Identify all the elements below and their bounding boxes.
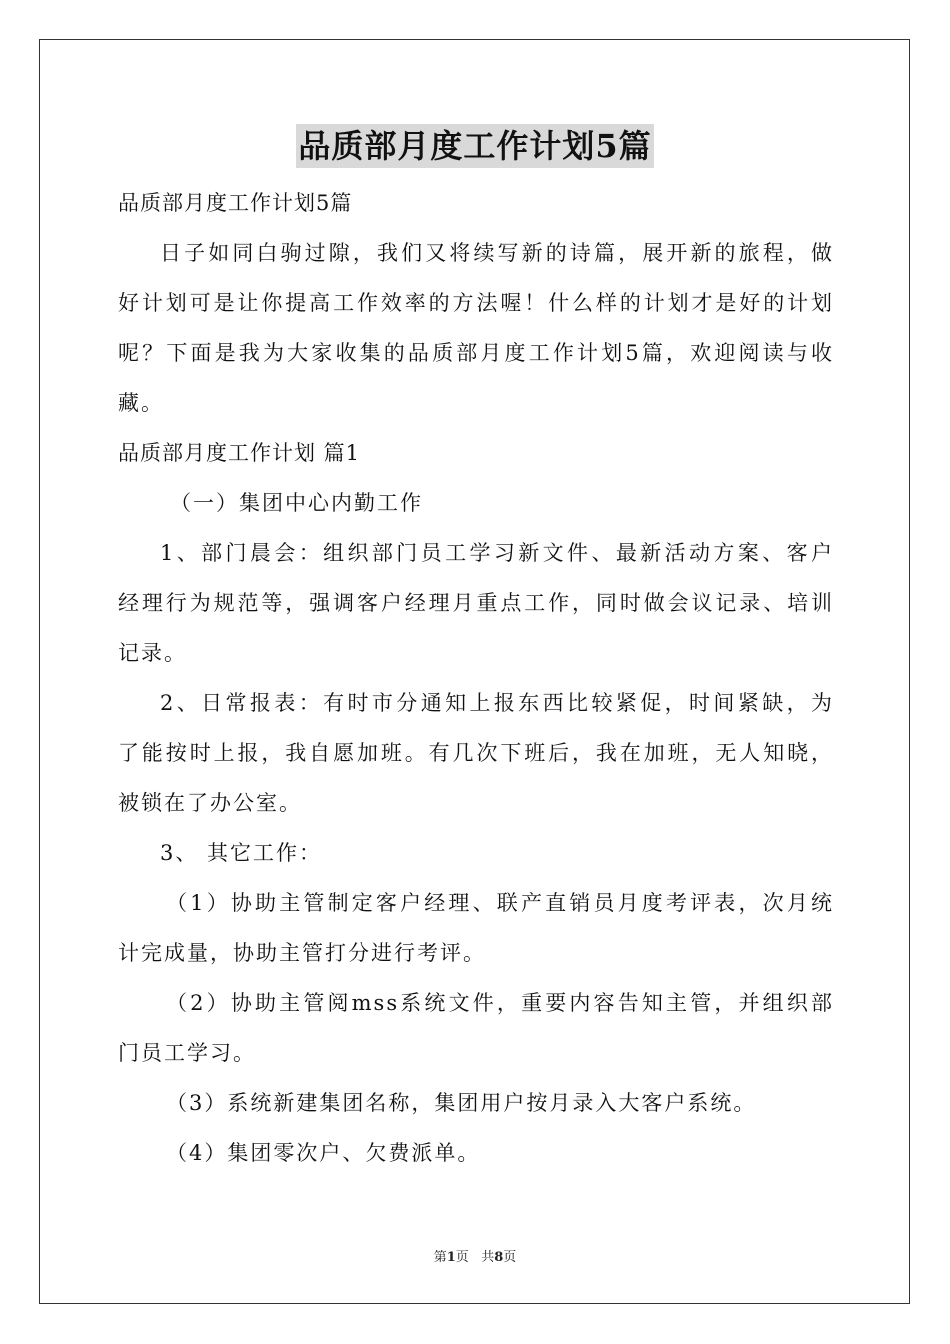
item2-line-2: 了能按时上报，我自愿加班。有几次下班后，我在加班，无人知晓，	[118, 741, 834, 765]
page-number: 1	[446, 1250, 456, 1265]
sub3-line: （3）系统新建集团名称，集团用户按月录入大客户系统。	[166, 1091, 757, 1115]
sub-heading: （一）集团中心内勤工作	[170, 491, 423, 515]
sub4-line: （4）集团零次户、欠费派单。	[166, 1141, 481, 1165]
total-suffix: 页	[503, 1250, 517, 1265]
total-prefix: 共	[481, 1250, 495, 1265]
document-subtitle: 品质部月度工作计划5篇	[118, 191, 353, 215]
item1-line-1: 1、部门晨会：组织部门员工学习新文件、最新活动方案、客户	[160, 541, 834, 565]
intro-line-1: 日子如同白驹过隙，我们又将续写新的诗篇，展开新的旅程，做	[160, 241, 834, 265]
intro-line-3: 呢？下面是我为大家收集的品质部月度工作计划5篇，欢迎阅读与收	[118, 341, 834, 365]
sub1-line-2: 计完成量，协助主管打分进行考评。	[118, 941, 486, 965]
sub1-line-1: （1）协助主管制定客户经理、联产直销员月度考评表，次月统	[166, 891, 834, 915]
item1-line-3: 记录。	[118, 641, 187, 665]
sub2-line-2: 门员工学习。	[118, 1041, 256, 1065]
page-suffix: 页	[455, 1250, 469, 1265]
intro-line-4: 藏。	[118, 391, 164, 415]
title-container	[0, 124, 950, 168]
document-body	[118, 178, 834, 1178]
total-pages: 8	[494, 1250, 504, 1265]
item1-line-2: 经理行为规范等，强调客户经理月重点工作，同时做会议记录、培训	[118, 591, 834, 615]
item3-heading: 3、 其它工作：	[160, 841, 323, 865]
page-footer	[0, 1246, 950, 1265]
page-prefix: 第	[433, 1250, 447, 1265]
document-title: 品质部月度工作计划5篇	[296, 124, 653, 168]
intro-line-2: 好计划可是让你提高工作效率的方法喔！什么样的计划才是好的计划	[118, 291, 834, 315]
section-heading: 品质部月度工作计划 篇1	[118, 441, 361, 465]
item2-line-1: 2、日常报表：有时市分通知上报东西比较紧促，时间紧缺，为	[160, 691, 834, 715]
sub2-line-1: （2）协助主管阅mss系统文件，重要内容告知主管，并组织部	[166, 991, 834, 1015]
item2-line-3: 被锁在了办公室。	[118, 791, 302, 815]
